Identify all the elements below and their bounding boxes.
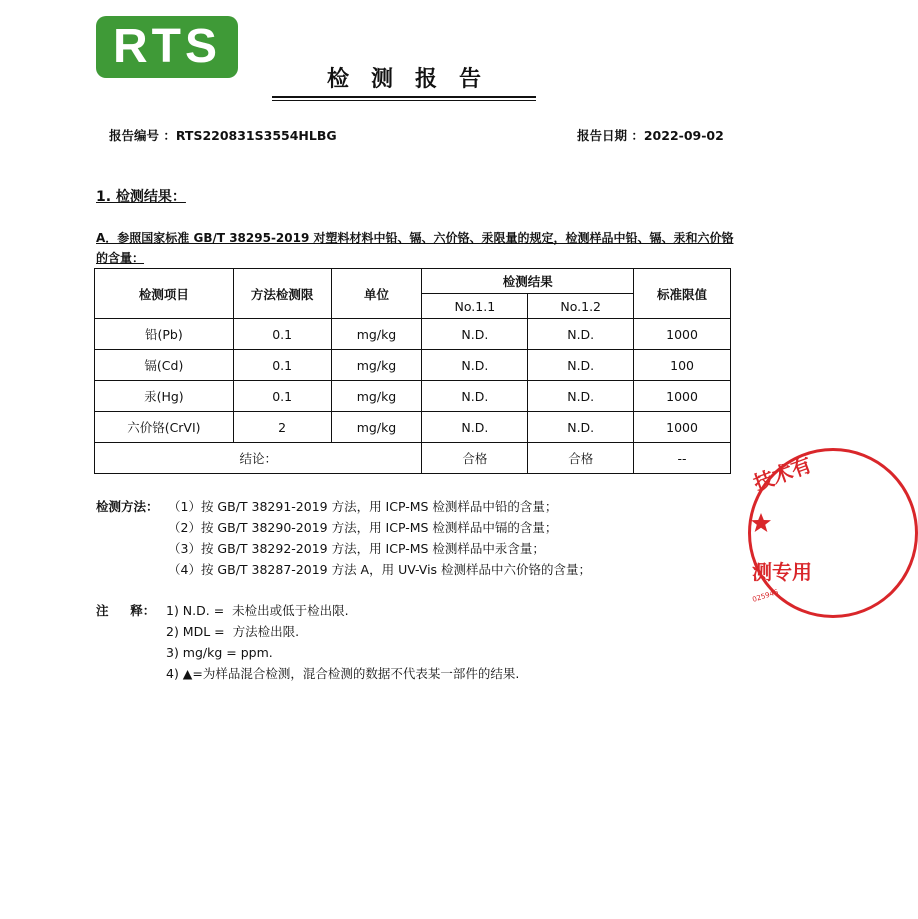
header-sample-2: No.1.2 xyxy=(528,294,634,319)
cell-mdl: 0.1 xyxy=(233,381,331,412)
stamp-text-bottom: 测专用 xyxy=(752,560,812,584)
header-sample-1: No.1.1 xyxy=(422,294,528,319)
title-underline xyxy=(272,96,536,98)
cell-sample-1: N.D. xyxy=(422,350,528,381)
cell-limit: 1000 xyxy=(634,319,731,350)
cell-sample-2: N.D. xyxy=(528,412,634,443)
cell-unit: mg/kg xyxy=(331,412,422,443)
method-item: （2）按 GB/T 38290-2019 方法，用 ICP-MS 检测样品中镉的含量； xyxy=(168,520,558,535)
note-item: 3) mg/kg = ppm. xyxy=(166,645,273,660)
header-mdl: 方法检测限 xyxy=(233,269,331,319)
cell-sample-1: N.D. xyxy=(422,319,528,350)
table-row xyxy=(95,412,731,443)
report-number: 报告编号 ：RTS220831S3554HLBG xyxy=(109,128,337,143)
table-row xyxy=(95,319,731,350)
note-item: 2) MDL = 方法检出限. xyxy=(166,624,300,639)
cell-sample-2: N.D. xyxy=(528,381,634,412)
results-table xyxy=(94,268,731,474)
cell-sample-1: N.D. xyxy=(422,381,528,412)
cell-item: 六价铬(CrVI) xyxy=(95,412,234,443)
cell-item: 镉(Cd) xyxy=(95,350,234,381)
stamp-text-top: 技术有 xyxy=(750,452,815,496)
method-item: （4）按 GB/T 38287-2019 方法 A，用 UV-Vis 检测样品中六价铬的含量； xyxy=(168,562,592,577)
cell-item: 铅(Pb) xyxy=(95,319,234,350)
header-unit: 单位 xyxy=(331,269,422,319)
conclusion-sample-1: 合格 xyxy=(422,443,528,474)
notes-label: 注 释： xyxy=(96,603,156,618)
conclusion-limit: -- xyxy=(634,443,731,474)
cell-unit: mg/kg xyxy=(331,350,422,381)
method-item: （3）按 GB/T 38292-2019 方法，用 ICP-MS 检测样品中汞含量； xyxy=(168,541,545,556)
table-row xyxy=(95,350,731,381)
report-date: 报告日期 ：2022-09-02 xyxy=(577,128,724,143)
note-item: 4) ▲=为样品混合检测，混合检测的数据不代表某一部件的结果. xyxy=(166,666,520,681)
header-limit: 标准限值 xyxy=(634,269,731,319)
reference-note: A．参照国家标准 GB/T 38295-2019 对塑料材料中铅、镉、六价铬、汞限量的规定，检测样品中铅、镉、汞和六价铬的含量： xyxy=(96,231,734,265)
stamp-star-icon xyxy=(750,512,772,534)
company-logo xyxy=(96,16,238,78)
report-title: 检测报告 xyxy=(326,67,503,92)
cell-unit: mg/kg xyxy=(331,381,422,412)
cell-item: 汞(Hg) xyxy=(95,381,234,412)
cell-mdl: 0.1 xyxy=(233,319,331,350)
cell-unit: mg/kg xyxy=(331,319,422,350)
header-item: 检测项目 xyxy=(95,269,234,319)
methods-label: 检测方法： xyxy=(96,499,159,514)
table-row xyxy=(95,381,731,412)
cell-sample-1: N.D. xyxy=(422,412,528,443)
notes-list xyxy=(166,600,519,684)
note-item: 1) N.D. = 未检出或低于检出限. xyxy=(166,603,349,618)
cell-sample-2: N.D. xyxy=(528,350,634,381)
header-results: 检测结果 xyxy=(422,269,634,294)
title-underline-thin xyxy=(272,100,536,101)
stamp-serial: 025946 xyxy=(751,588,780,604)
conclusion-sample-2: 合格 xyxy=(528,443,634,474)
conclusion-row xyxy=(95,443,731,474)
methods-list xyxy=(168,496,591,580)
cell-sample-2: N.D. xyxy=(528,319,634,350)
conclusion-label: 结论： xyxy=(95,443,422,474)
cell-mdl: 2 xyxy=(233,412,331,443)
section-heading: 1. 检测结果： xyxy=(96,189,186,205)
cell-limit: 1000 xyxy=(634,412,731,443)
logo-text: RTS xyxy=(113,20,221,73)
cell-limit: 100 xyxy=(634,350,731,381)
cell-mdl: 0.1 xyxy=(233,350,331,381)
cell-limit: 1000 xyxy=(634,381,731,412)
method-item: （1）按 GB/T 38291-2019 方法，用 ICP-MS 检测样品中铅的含量； xyxy=(168,499,558,514)
